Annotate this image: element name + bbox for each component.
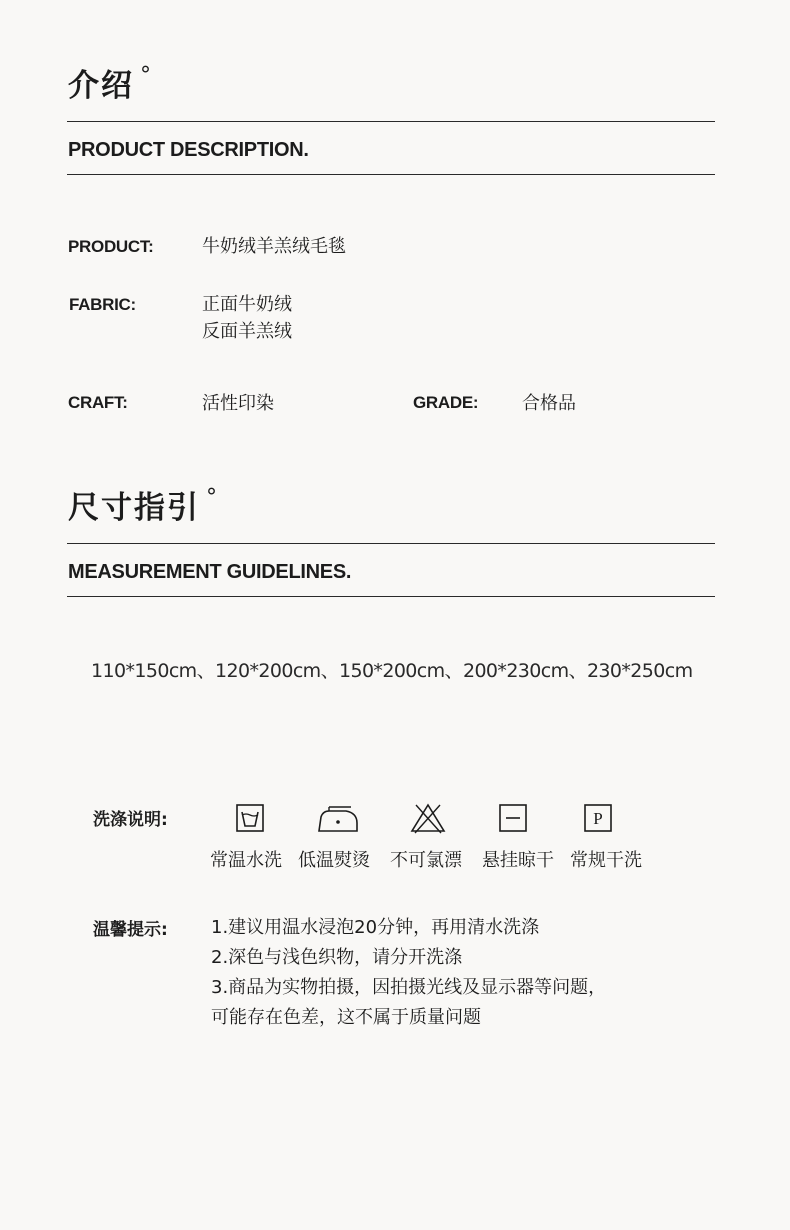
tip-line: 1.建议用温水浸泡20分钟，再用清水洗涤 [211,917,540,938]
divider-bottom [67,596,715,597]
intro-subtitle: PRODUCT DESCRIPTION. [68,139,309,161]
iron-icon [316,802,360,834]
grade-value: 合格品 [522,393,576,414]
no-bleach-icon [409,802,447,834]
grade-label: GRADE: [413,393,479,412]
divider-top [67,543,715,544]
tips-list [211,913,606,1033]
intro-title-text: 介绍 [68,68,134,104]
degree-mark: ° [140,63,153,88]
craft-value: 活性印染 [202,393,274,414]
divider-bottom [67,174,715,175]
intro-title [68,60,153,105]
care-label-dryclean: 常规干洗 [570,850,642,871]
measurement-title-text: 尺寸指引 [68,490,200,526]
tips-label: 温馨提示: [93,920,168,940]
fabric-value-front: 正面牛奶绒 [202,294,292,315]
size-list: 110*150cm、120*200cm、150*200cm、200*230cm、230*250cm [91,660,693,682]
tip-line: 可能存在色差，这不属于质量问题 [211,1007,481,1028]
washing-label: 洗涤说明: [93,810,168,830]
measurement-subtitle: MEASUREMENT GUIDELINES. [68,561,352,583]
hang-dry-icon [497,802,529,834]
fabric-label: FABRIC: [69,295,136,314]
product-value: 牛奶绒羊羔绒毛毯 [202,236,346,257]
dry-clean-p-icon [582,802,614,834]
care-label-dry: 悬挂晾干 [482,850,554,871]
measurement-title [68,482,219,527]
fabric-value-back: 反面羊羔绒 [202,321,292,342]
tip-line: 2.深色与浅色织物，请分开洗涤 [211,947,463,968]
degree-mark: ° [206,485,219,510]
product-label: PRODUCT: [68,237,154,256]
craft-label: CRAFT: [68,393,128,412]
wash-tub-icon [234,802,266,834]
care-label-iron: 低温熨烫 [298,850,370,871]
care-label-wash: 常温水洗 [210,850,282,871]
dry-clean-glyph: P [593,809,603,828]
care-label-bleach: 不可氯漂 [390,850,462,871]
divider-top [67,121,715,122]
tip-line: 3.商品为实物拍摄，因拍摄光线及显示器等问题， [211,977,607,998]
